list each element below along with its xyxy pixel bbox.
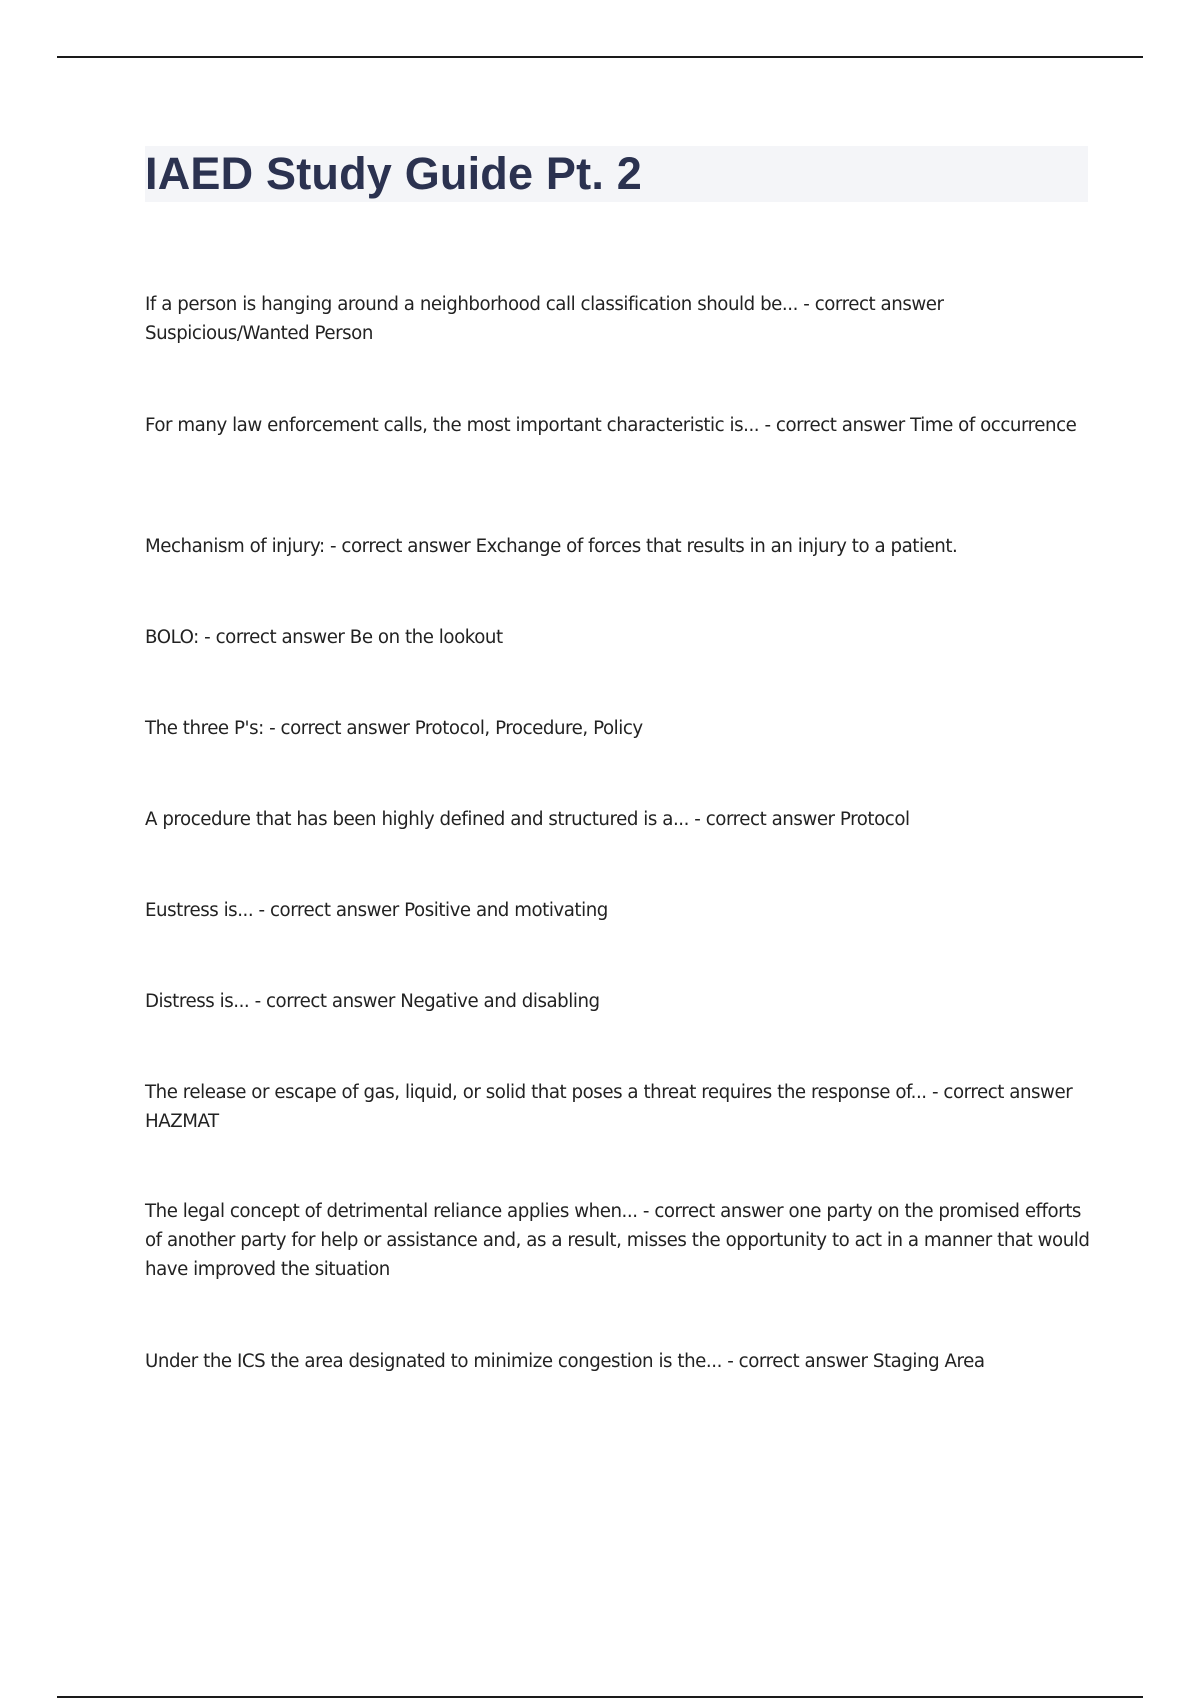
qa-item-11: Under the ICS the area designated to minimize congestion is the... - correct answer Staging Area bbox=[145, 1351, 985, 1372]
qa-item-1: If a person is hanging around a neighborhood call classification should be... - correct answer Suspicious/Wanted Person bbox=[145, 294, 944, 344]
qa-item-5: The three P's: - correct answer Protocol, Procedure, Policy bbox=[145, 718, 643, 739]
qa-item-9: The release or escape of gas, liquid, or solid that poses a threat requires the response of... - correct answer HAZMAT bbox=[145, 1082, 1073, 1132]
qa-item-3: Mechanism of injury: - correct answer Exchange of forces that results in an injury to a patient. bbox=[145, 536, 958, 557]
bottom-rule bbox=[57, 1696, 1143, 1698]
qa-item-6: A procedure that has been highly defined and structured is a... - correct answer Protocol bbox=[145, 809, 910, 830]
qa-item-8: Distress is... - correct answer Negative and disabling bbox=[145, 991, 600, 1012]
qa-item-7: Eustress is... - correct answer Positive and motivating bbox=[145, 900, 608, 921]
qa-item-4: BOLO: - correct answer Be on the lookout bbox=[145, 627, 503, 648]
page-title: IAED Study Guide Pt. 2 bbox=[145, 148, 642, 199]
top-rule bbox=[57, 56, 1143, 58]
qa-item-2: For many law enforcement calls, the most important characteristic is... - correct answer Time of occurrence bbox=[145, 415, 1077, 436]
qa-item-10: The legal concept of detrimental reliance applies when... - correct answer one party on the promised efforts of another party for help or assistance and, as a result, misses the opportunity to act in a manner that would have improved the situation bbox=[145, 1201, 1090, 1280]
